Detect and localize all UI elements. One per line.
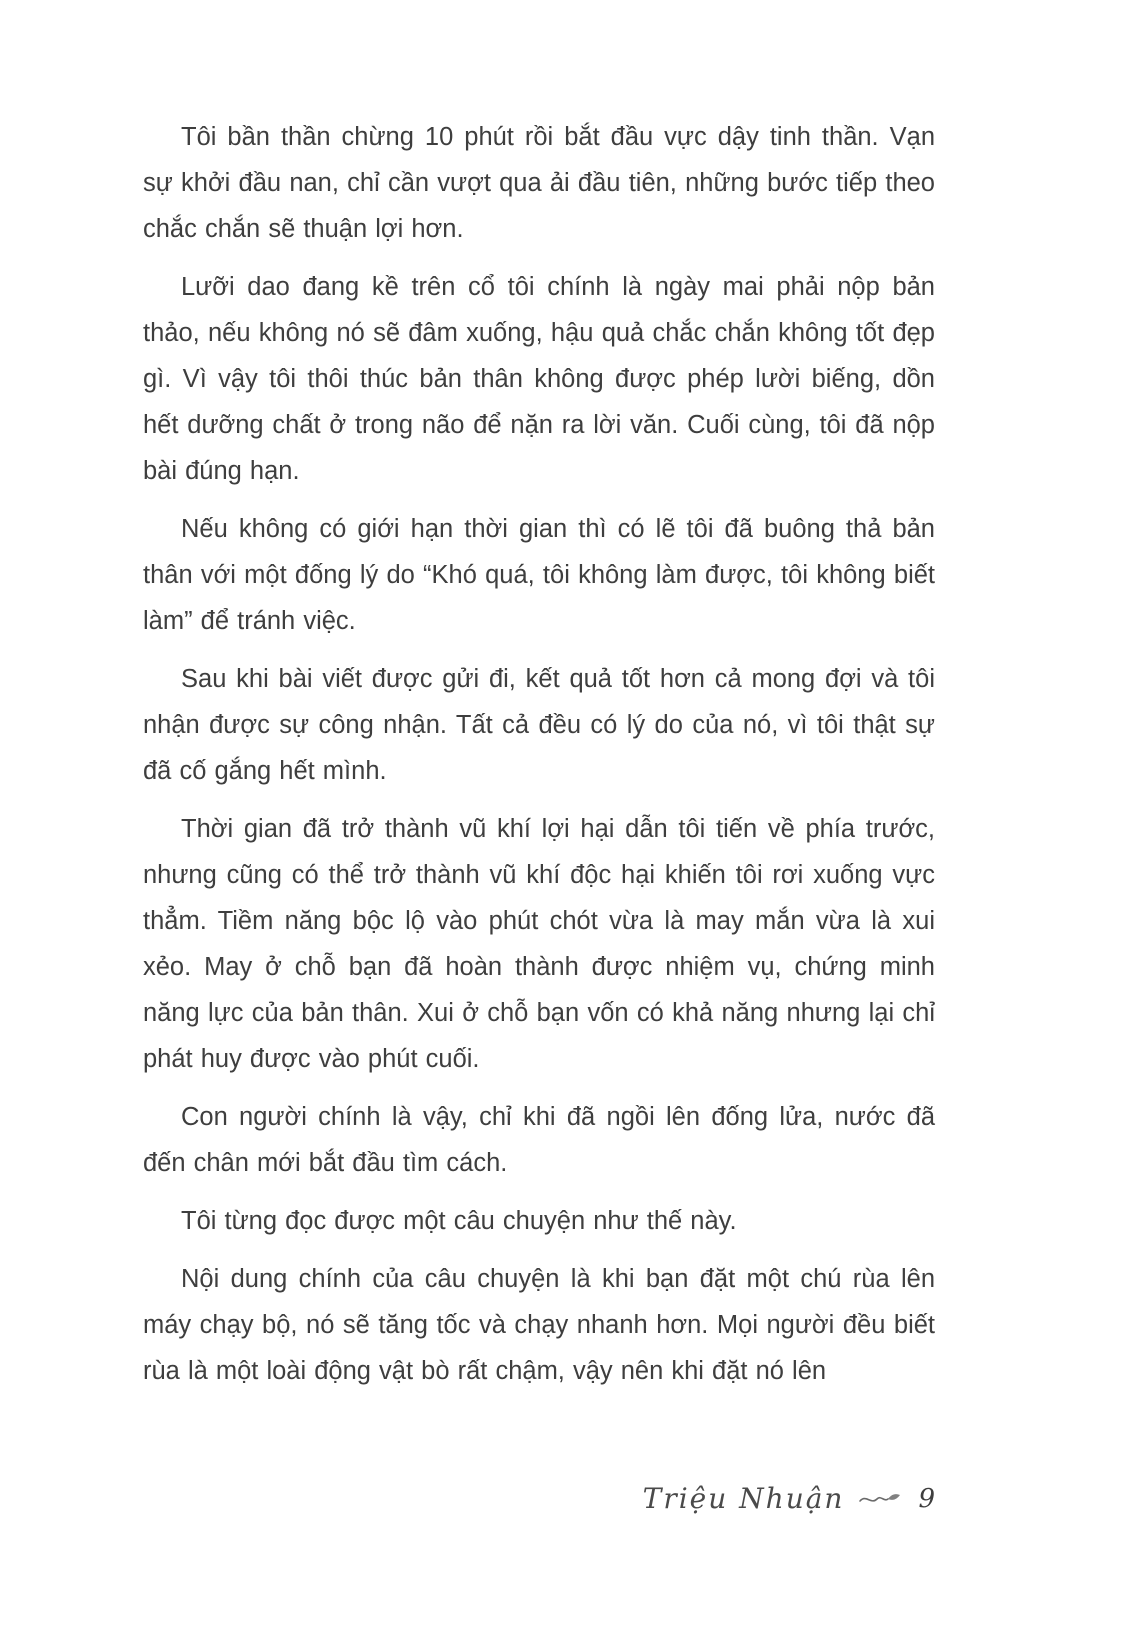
page-footer — [143, 1482, 935, 1515]
paragraph: Tôi từng đọc được một câu chuyện như thế này. — [181, 1207, 737, 1235]
paragraph: Thời gian đã trở thành vũ khí lợi hại dẫn tôi tiến về phía trước, nhưng cũng có thể trở thành vũ khí độc hại khiến tôi rơi xuống vực thẳm. Tiềm năng bộc lộ vào phút chót vừa là may mắn vừa là xui xẻo. May ở chỗ bạn đã hoàn thành được nhiệm vụ, chứng minh năng lực của bản thân. Xui ở chỗ bạn vốn có khả năng nhưng lại chỉ phát huy được vào phút cuối. — [143, 815, 935, 1073]
decorative-flourish-icon — [858, 1490, 902, 1508]
paragraph: Lưỡi dao đang kề trên cổ tôi chính là ngày mai phải nộp bản thảo, nếu không nó sẽ đâm xuống, hậu quả chắc chắn không tốt đẹp gì. Vì vậy tôi thôi thúc bản thân không được phép lười biếng, dồn hết dưỡng chất ở trong não để nặn ra lời văn. Cuối cùng, tôi đã nộp bài đúng hạn. — [143, 273, 935, 485]
page-number: 9 — [918, 1483, 935, 1514]
page-content — [143, 114, 935, 1406]
author-name: Triệu Nhuận — [642, 1482, 845, 1515]
paragraph: Con người chính là vậy, chỉ khi đã ngồi lên đống lửa, nước đã đến chân mới bắt đầu tìm cách. — [143, 1103, 935, 1177]
paragraph: Sau khi bài viết được gửi đi, kết quả tốt hơn cả mong đợi và tôi nhận được sự công nhận. Tất cả đều có lý do của nó, vì tôi thật sự đã cố gắng hết mình. — [143, 665, 935, 785]
paragraph: Tôi bần thần chừng 10 phút rồi bắt đầu vực dậy tinh thần. Vạn sự khởi đầu nan, chỉ cần vượt qua ải đầu tiên, những bước tiếp theo chắc chắn sẽ thuận lợi hơn. — [143, 123, 935, 243]
paragraph: Nếu không có giới hạn thời gian thì có lẽ tôi đã buông thả bản thân với một đống lý do “Khó quá, tôi không làm được, tôi không biết làm” để tránh việc. — [143, 515, 935, 635]
paragraph: Nội dung chính của câu chuyện là khi bạn đặt một chú rùa lên máy chạy bộ, nó sẽ tăng tốc và chạy nhanh hơn. Mọi người đều biết rùa là một loài động vật bò rất chậm, vậy nên khi đặt nó lên — [143, 1265, 935, 1385]
